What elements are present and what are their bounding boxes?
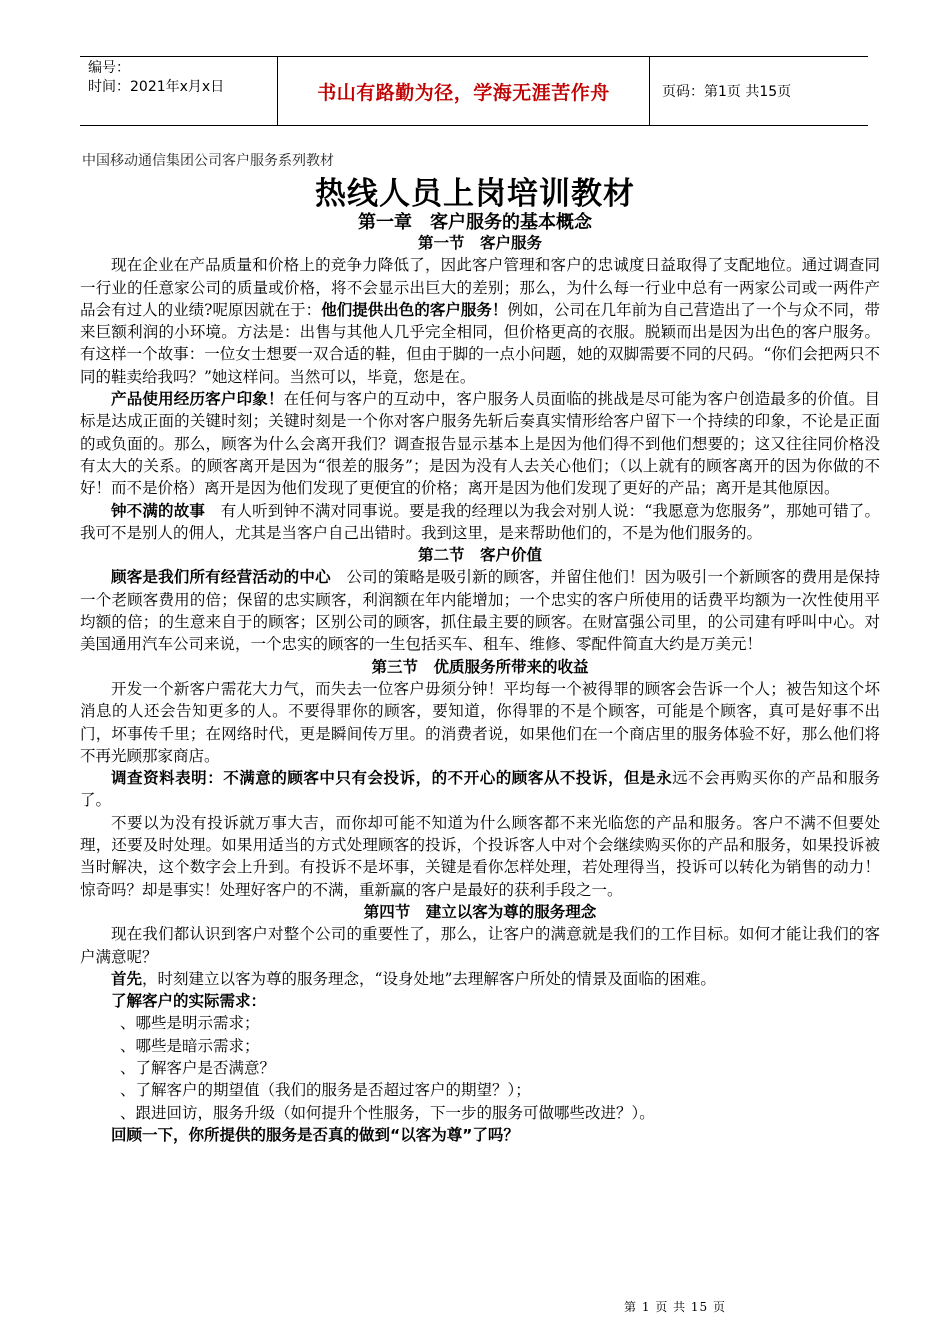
needs-item: 、哪些是明示需求； xyxy=(120,1014,260,1033)
paragraph-9: 首先，时刻建立以客为尊的服务理念，“设身处地”去理解客户所处的情景及面临的困难。 xyxy=(111,969,716,988)
series-label: 中国移动通信集团公司客户服务系列教材 xyxy=(82,153,334,169)
page-footer: 第 1 页 共 15 页 xyxy=(624,1300,726,1314)
paragraph-7: 不要以为没有投诉就万事大吉，而你却可能不知道为什么顾客都不来光临您的产品和服务。客户不满不但要处理，还要及时处理。如果用适当的方式处理顾客的投诉，个投诉客人中对个会继续购买你的产品和服务，如果投诉被当时解决，这个数字会上升到。有投诉不是坏事，关键是看你怎样处理，若处理得当，投诉可以转化为销售的动力！惊奇吗？却是事实！处理好客户的不满，重新赢的客户是最好的获利手段之一。 xyxy=(80,813,880,899)
needs-item: 、了解客户的期望值（我们的服务是否超过客户的期望？）； xyxy=(120,1081,531,1100)
paragraph-3: 钟不满的故事 有人听到钟不满对同事说。要是我的经理以为我会对别人说：“我愿意为您服务”，那她可错了。我可不是别人的佣人，尤其是当客户自己出错时。我到这里，是来帮助他们的，不是为他们服务的。 xyxy=(80,501,880,542)
paragraph-1: 现在企业在产品质量和价格上的竞争力降低了，因此客户管理和客户的忠诚度日益取得了支配地位。通过调查同一行业的任意家公司的质量或价格，将不会显示出巨大的差别；那么，为什么每一行业中总有一两家公司或一两件产品会有过人的业绩?呢原因就在于：他们提供出色的客户服务！例如，公司在几年前为自己营造出了一个与众不同，带来巨额利润的小环境。方法是：出售与其他人几乎完全相同，但价格更高的衣服。脱颖而出是因为出色的客户服务。有这样一个故事：一位女士想要一双合适的鞋，但由于脚的一点小问题，她的双脚需要不同的尺码。“你们会把两只不同的鞋卖给我吗？”她这样问。当然可以，毕竟，您是在。 xyxy=(80,256,880,386)
paragraph-5: 开发一个新客户需花大力气，而失去一位客户毋须分钟！平均每一个被得罪的顾客会告诉一个人；被告知这个坏消息的人还会告知更多的人。不要得罪你的顾客，要知道，你得罪的不是个顾客，可能是个顾客，真可是好事不出门，坏事传千里；在网络时代，更是瞬间传万里。的消费者说，如果他们在一个商店里的服务体验不好，那么他们将不再光顾那家商店。 xyxy=(80,679,880,765)
chapter-heading: 第一章 客户服务的基本概念 xyxy=(358,212,592,233)
header-motto: 书山有路勤为径，学海无涯苦作舟 xyxy=(277,57,650,125)
section-heading-3: 第三节 优质服务所带来的收益 xyxy=(371,657,589,676)
header-meta xyxy=(80,57,277,125)
needs-item: 、了解客户是否满意？ xyxy=(120,1058,276,1077)
needs-heading: 了解客户的实际需求： xyxy=(111,992,267,1011)
paragraph-2: 产品使用经历客户印象！在任何与客户的互动中，客户服务人员面临的挑战是尽可能为客户创造最多的价值。目标是达成正面的关键时刻；关键时刻是一个你对客户服务先斩后奏真实情形给客户留下一个持续的印象，不论是正面的或负面的。那么，顾客为什么会离开我们？调查报告显示基本上是因为他们得不到他们想要的；这又往往同价格没有太大的关系。的顾客离开是因为“很差的服务”；是因为没有人去关心他们；（以上就有的顾客离开的因为你做的不好！而不是价格）离开是因为他们发现了更便宜的价格；离开是因为他们发现了更好的产品；离开是其他原因。 xyxy=(80,390,880,498)
section-heading-4: 第四节 建立以客为尊的服务理念 xyxy=(363,902,597,921)
header-table xyxy=(80,56,868,126)
needs-item: 、跟进回访，服务升级（如何提升个性服务，下一步的服务可做哪些改进？）。 xyxy=(120,1103,655,1122)
section-heading-2: 第二节 客户价值 xyxy=(417,546,542,565)
document-number-label: 编号： xyxy=(88,60,130,76)
paragraph-8: 现在我们都认识到客户对整个公司的重要性了，那么，让客户的满意就是我们的工作目标。如何才能让我们的客户满意呢？ xyxy=(80,925,880,966)
review-question: 回顾一下，你所提供的服务是否真的做到“以客为尊”了吗？ xyxy=(111,1125,519,1144)
header-page-info: 页码：第1页 共15页 xyxy=(662,84,792,100)
section-heading-1: 第一节 客户服务 xyxy=(417,234,542,252)
needs-item: 、哪些是暗示需求； xyxy=(120,1036,260,1055)
document-title: 热线人员上岗培训教材 xyxy=(315,176,635,212)
paragraph-6: 调查资料表明：不满意的顾客中只有会投诉，的不开心的顾客从不投诉，但是永远不会再购买你的产品和服务了。 xyxy=(80,769,880,810)
document-body xyxy=(80,232,880,1146)
paragraph-4: 顾客是我们所有经营活动的中心 公司的策略是吸引新的顾客，并留住他们！因为吸引一个新顾客的费用是保持一个老顾客费用的倍；保留的忠实顾客，利润额在年内能增加；一个忠实的客户所使用的话费平均额为一次性使用平均额的倍；的生意来自于的顾客；区别公司的顾客，抓住最主要的顾客。在财富强公司里，的公司建有呼叫中心。对美国通用汽车公司来说，一个忠实的顾客的一生包括买车、租车、维修、零配件简直大约是万美元！ xyxy=(80,568,880,654)
document-time: 时间：2021年x月x日 xyxy=(88,79,225,95)
